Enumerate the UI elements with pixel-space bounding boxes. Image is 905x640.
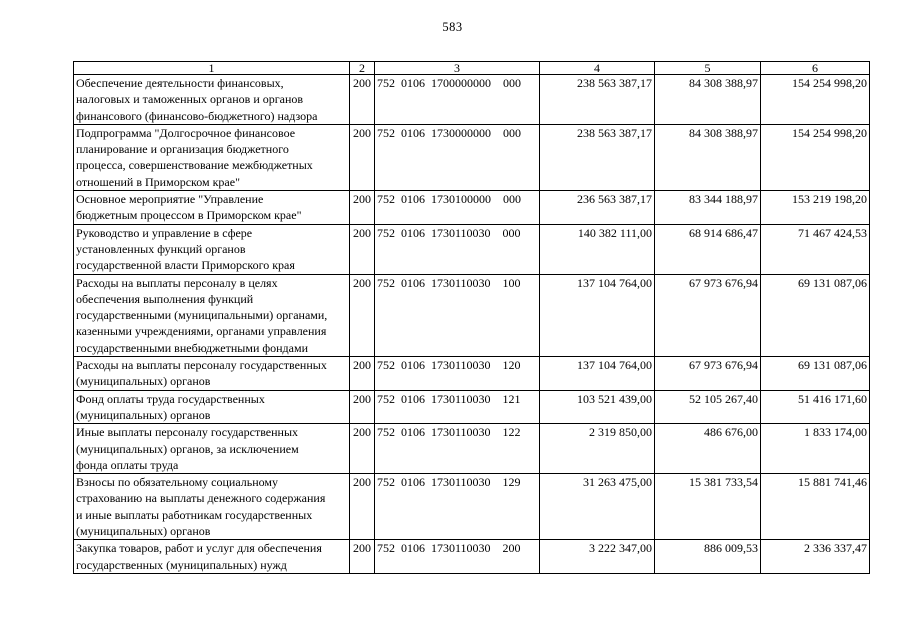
row-amount-col6: 154 254 998,20: [761, 124, 870, 190]
row-description-line: Руководство и управление в сфере: [76, 225, 253, 240]
table-body: [74, 75, 870, 574]
row-amount-col6: 15 881 741,46: [761, 474, 870, 540]
table-row: [74, 540, 870, 574]
row-classification-code: 752 0106 1730110030 122: [375, 424, 540, 474]
row-description-line: Закупка товаров, работ и услуг для обеспечения: [76, 541, 322, 556]
row-amount-col4: 103 521 439,00: [540, 390, 655, 424]
row-description-line: и иные выплаты работникам государственных: [76, 507, 313, 522]
row-classification-code: 752 0106 1730000000 000: [375, 124, 540, 190]
row-amount-col4: 31 263 475,00: [540, 474, 655, 540]
row-amount-col5: 68 914 686,47: [655, 224, 761, 274]
row-description-line: государственных (муниципальных) нужд: [76, 557, 287, 572]
row-description-line: Взносы по обязательному социальному: [76, 475, 279, 490]
table-row: [74, 75, 870, 125]
row-description-line: Иные выплаты персоналу государственных: [76, 425, 299, 440]
row-description: [74, 191, 350, 225]
row-amount-col6: 1 833 174,00: [761, 424, 870, 474]
row-description: [74, 224, 350, 274]
row-description-line: Фонд оплаты труда государственных: [76, 391, 265, 406]
row-description-line: фонда оплаты труда: [76, 457, 179, 472]
row-description-line: Основное мероприятие "Управление: [76, 192, 264, 207]
row-amount-col6: 154 254 998,20: [761, 75, 870, 125]
row-amount-col6: 51 416 171,60: [761, 390, 870, 424]
table-row: [74, 124, 870, 190]
row-description-line: государственными внебюджетными фондами: [76, 340, 309, 355]
row-amount-col5: 84 308 388,97: [655, 75, 761, 125]
table-row: [74, 390, 870, 424]
row-classification-code: 752 0106 1730110030 121: [375, 390, 540, 424]
row-classification-code: 752 0106 1730110030 120: [375, 357, 540, 391]
row-amount-col4: 3 222 347,00: [540, 540, 655, 574]
row-description-line: (муниципальных) органов: [76, 407, 211, 422]
table-row: [74, 191, 870, 225]
row-description: [74, 75, 350, 125]
row-amount-col4: 137 104 764,00: [540, 274, 655, 356]
row-section-code: 200: [350, 75, 375, 125]
row-amount-col6: 2 336 337,47: [761, 540, 870, 574]
row-classification-code: 752 0106 1700000000 000: [375, 75, 540, 125]
row-description-line: финансового (финансово-бюджетного) надзора: [76, 108, 318, 123]
row-description-line: страхованию на выплаты денежного содержания: [76, 491, 326, 506]
row-description-line: процесса, совершенствование межбюджетных: [76, 158, 313, 173]
row-section-code: 200: [350, 390, 375, 424]
row-amount-col5: 67 973 676,94: [655, 357, 761, 391]
row-amount-col5: 886 009,53: [655, 540, 761, 574]
row-description-line: установленных функций органов: [76, 241, 246, 256]
page-number: 583: [442, 20, 463, 34]
row-description-line: планирование и организация бюджетного: [76, 142, 289, 157]
row-amount-col4: 236 563 387,17: [540, 191, 655, 225]
row-section-code: 200: [350, 474, 375, 540]
header-col-1: 1: [74, 62, 350, 75]
header-col-2: 2: [350, 62, 375, 75]
row-section-code: 200: [350, 424, 375, 474]
row-description-line: Расходы на выплаты персоналу в целях: [76, 275, 278, 290]
row-amount-col5: 52 105 267,40: [655, 390, 761, 424]
row-description-line: государственными (муниципальными) органами,: [76, 308, 328, 323]
row-section-code: 200: [350, 224, 375, 274]
row-amount-col5: 67 973 676,94: [655, 274, 761, 356]
header-col-5: 5: [655, 62, 761, 75]
row-description: [74, 540, 350, 574]
row-amount-col5: 15 381 733,54: [655, 474, 761, 540]
row-description: [74, 424, 350, 474]
row-description: [74, 474, 350, 540]
row-amount-col4: 238 563 387,17: [540, 75, 655, 125]
header-col-4: 4: [540, 62, 655, 75]
row-description: [74, 274, 350, 356]
header-col-6: 6: [761, 62, 870, 75]
row-amount-col4: 238 563 387,17: [540, 124, 655, 190]
row-description: [74, 390, 350, 424]
row-description-line: отношений в Приморском крае": [76, 174, 240, 189]
row-description-line: государственной власти Приморского края: [76, 258, 295, 273]
row-amount-col5: 83 344 188,97: [655, 191, 761, 225]
row-classification-code: 752 0106 1730110030 100: [375, 274, 540, 356]
row-amount-col6: 69 131 087,06: [761, 274, 870, 356]
table-row: [74, 424, 870, 474]
row-section-code: 200: [350, 274, 375, 356]
row-amount-col6: 71 467 424,53: [761, 224, 870, 274]
table-row: [74, 357, 870, 391]
row-classification-code: 752 0106 1730110030 000: [375, 224, 540, 274]
row-amount-col4: 137 104 764,00: [540, 357, 655, 391]
table-row: [74, 274, 870, 356]
row-amount-col5: 486 676,00: [655, 424, 761, 474]
header-col-3: 3: [375, 62, 540, 75]
row-amount-col4: 2 319 850,00: [540, 424, 655, 474]
row-classification-code: 752 0106 1730110030 129: [375, 474, 540, 540]
row-description-line: (муниципальных) органов: [76, 524, 211, 539]
row-description-line: Подпрограмма "Долгосрочное финансовое: [76, 125, 296, 140]
row-section-code: 200: [350, 540, 375, 574]
row-description-line: налоговых и таможенных органов и органов: [76, 92, 304, 107]
row-description-line: бюджетным процессом в Приморском крае": [76, 208, 302, 223]
row-section-code: 200: [350, 357, 375, 391]
row-classification-code: 752 0106 1730110030 200: [375, 540, 540, 574]
row-description: [74, 357, 350, 391]
row-description-line: Расходы на выплаты персоналу государственных: [76, 358, 327, 373]
row-amount-col6: 153 219 198,20: [761, 191, 870, 225]
row-classification-code: 752 0106 1730100000 000: [375, 191, 540, 225]
table-header-row: [74, 62, 870, 75]
row-section-code: 200: [350, 191, 375, 225]
row-description-line: (муниципальных) органов, за исключением: [76, 441, 299, 456]
budget-table: [73, 61, 870, 574]
row-description: [74, 124, 350, 190]
row-amount-col5: 84 308 388,97: [655, 124, 761, 190]
table-row: [74, 224, 870, 274]
row-section-code: 200: [350, 124, 375, 190]
row-description-line: обеспечения выполнения функций: [76, 291, 254, 306]
row-description-line: Обеспечение деятельности финансовых,: [76, 76, 284, 90]
row-description-line: казенными учреждениями, органами управления: [76, 324, 327, 339]
row-amount-col4: 140 382 111,00: [540, 224, 655, 274]
table-row: [74, 474, 870, 540]
row-amount-col6: 69 131 087,06: [761, 357, 870, 391]
row-description-line: (муниципальных) органов: [76, 374, 211, 389]
